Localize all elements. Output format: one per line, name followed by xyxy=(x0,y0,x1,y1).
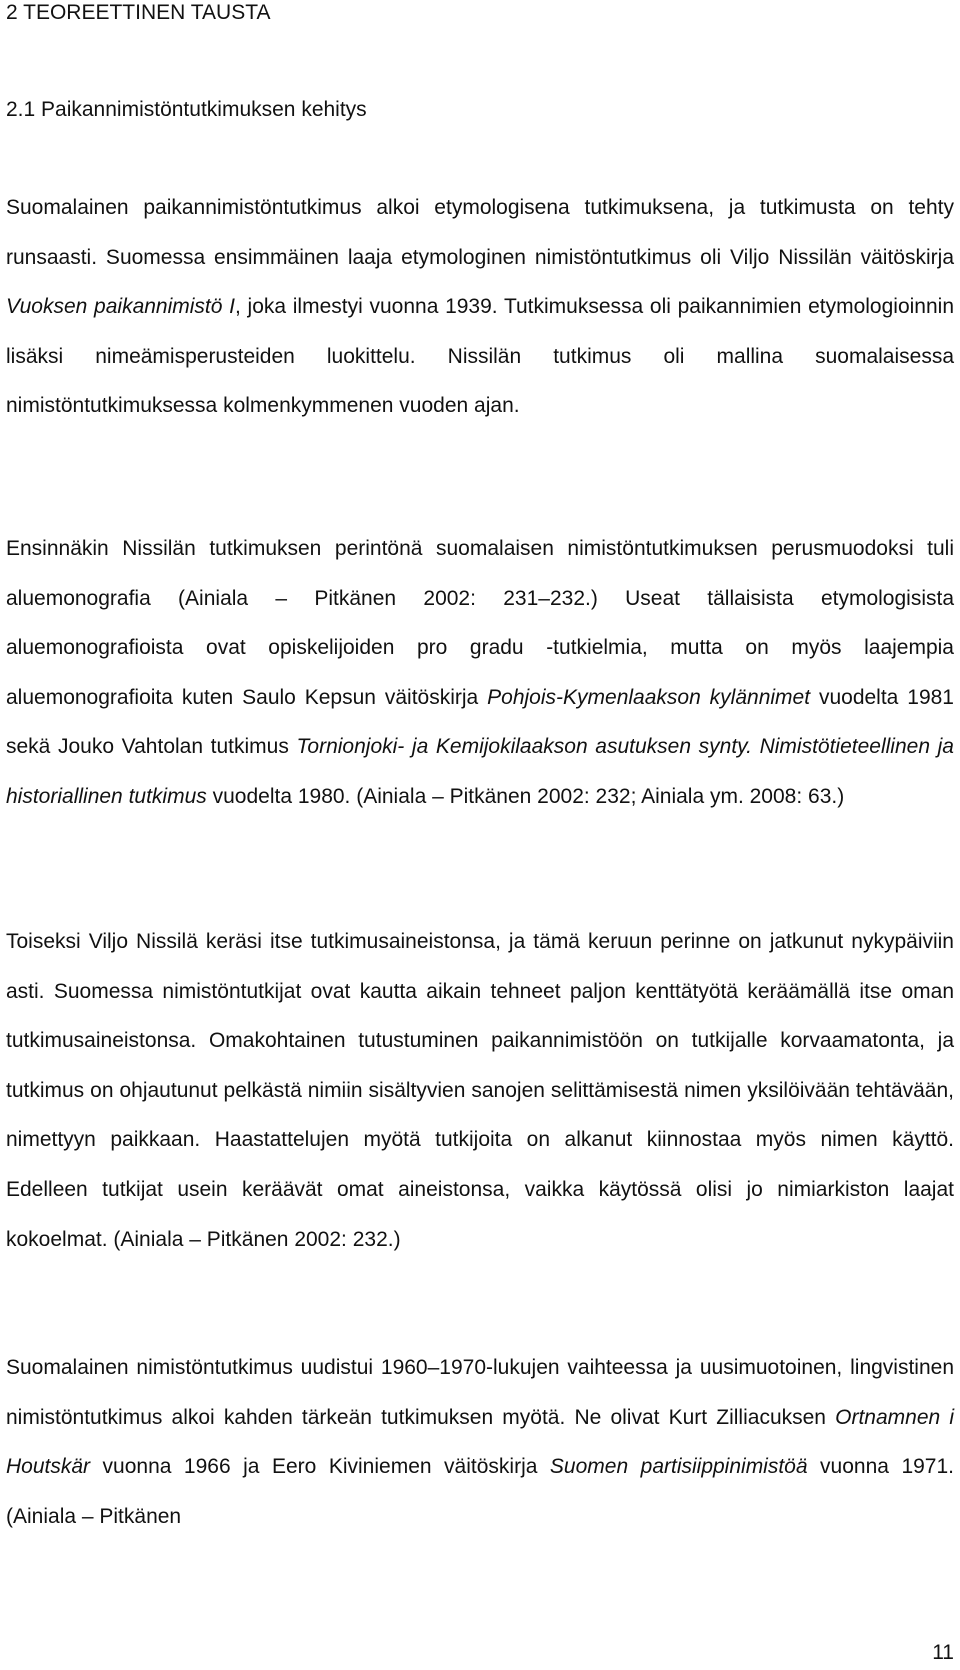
subsection-heading: 2.1 Paikannimistöntutkimuksen kehitys xyxy=(6,98,367,121)
paragraph-2-text: vuodelta 1981 sekä Jouko Vahtolan tutkimus xyxy=(6,685,954,759)
paragraph-4 xyxy=(6,1343,954,1541)
paragraph-2-text: Ensinnäkin Nissilän tutkimuksen perintönä suomalaisen nimistöntutkimuksen perusmuodoksi tuli aluemonografia (Ainiala – Pitkänen 2002: 231–232.) Useat tällaisista etymologisista aluemonografioista ovat opiskelijoiden pro gradu -tutkielmia, mutta on myös laajempia aluemonografioita kuten Saulo Kepsun väitöskirja xyxy=(6,537,954,709)
paragraph-2-text: vuodelta 1980. (Ainiala – Pitkänen 2002: 232; Ainiala ym. 2008: 63.) xyxy=(206,784,845,808)
paragraph-2 xyxy=(6,524,954,822)
paragraph-3-text: Toiseksi Viljo Nissilä keräsi itse tutkimusaineistonsa, ja tämä keruun perinne on jatkunut nykypäiviin asti. Suomessa nimistöntutkijat ovat kautta aikain tehneet paljon kenttätyötä keräämällä itse oman tutkimusaineistonsa. Omakohtainen tutustuminen paikannimistöön on tutkijalle korvaamatonta, ja tutkimus on ohjautunut pelkästä nimiin sisältyvien sanojen selittämisestä nimen yksilöivään tehtävään, nimettyyn paikkaan. Haastattelujen myötä tutkijoita on alkanut kiinnostaa myös nimen käyttö. Edelleen tutkijat usein keräävät omat aineistonsa, vaikka käytössä olisi jo nimiarkiston laajat kokoelmat. (Ainiala – Pitkänen 2002: 232.) xyxy=(6,930,954,1251)
paragraph-1 xyxy=(6,183,954,431)
paragraph-4-text: vuonna 1966 ja Eero Kiviniemen väitöskirja xyxy=(90,1455,550,1479)
paragraph-4-text: Suomalainen nimistöntutkimus uudistui 1960–1970-lukujen vaihteessa ja uusimuotoinen, lingvistinen nimistöntutkimus alkoi kahden tärkeän tutkimuksen myötä. Ne olivat Kurt Zilliacuksen xyxy=(6,1356,954,1429)
book-title-vuoksen-paikannimisto: Vuoksen paikannimistö I xyxy=(6,295,235,319)
book-title-ortnamnen-i-houtskar: Ortnamnen i Houtskär xyxy=(6,1405,954,1479)
paragraph-1-text: , joka ilmestyi vuonna 1939. Tutkimuksessa oli paikannimien etymologioinnin lisäksi nimeämisperusteiden luokittelu. Nissilän tutkimus oli mallina suomalaisessa nimistöntutkimuksessa kolmenkymmenen vuoden ajan. xyxy=(6,295,955,418)
book-title-tornionjoki-ja-kemijokilaakson: Tornionjoki- ja Kemijokilaakson asutuksen synty. Nimistötieteellinen ja historiallinen tutkimus xyxy=(6,735,954,808)
paragraph-1-text: Suomalainen paikannimistöntutkimus alkoi etymologisena tutkimuksena, ja tutkimusta on tehty runsaasti. Suomessa ensimmäinen laaja etymologinen nimistöntutkimus oli Viljo Nissilän väitöskirja xyxy=(6,196,954,269)
book-title-suomen-partisiippinimistoa: Suomen partisiippinimistöä xyxy=(549,1455,808,1479)
section-heading: 2 TEOREETTINEN TAUSTA xyxy=(6,1,271,24)
book-title-pohjois-kymenlaakson-kylannimet: Pohjois-Kymenlaakson kylännimet xyxy=(487,685,811,709)
paragraph-4-text: vuonna 1971. (Ainiala – Pitkänen xyxy=(6,1455,954,1528)
page-number: 11 xyxy=(932,1641,954,1664)
paragraph-3 xyxy=(6,917,954,1264)
